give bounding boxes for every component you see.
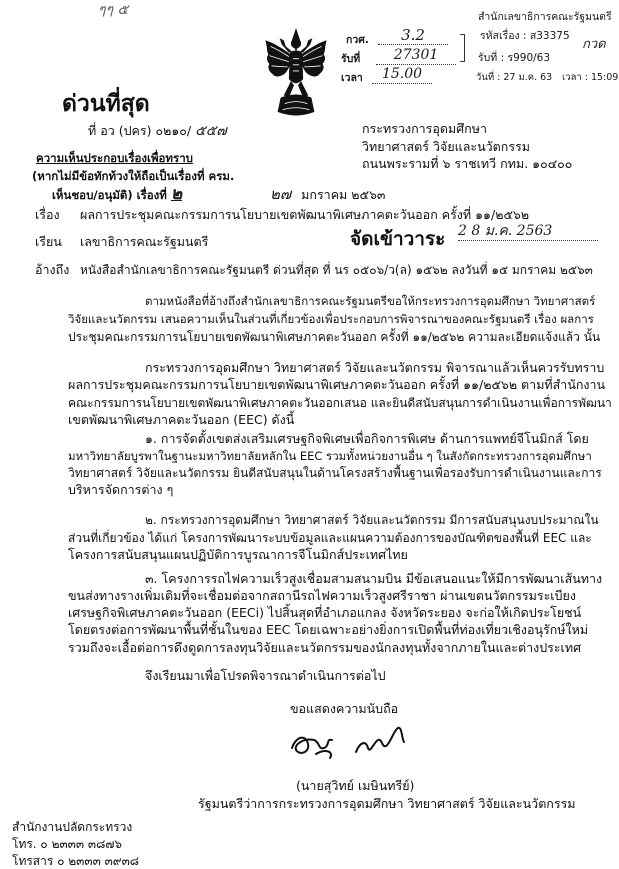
body-line: โดยตรงต่อการพัฒนาพื้นที่ชั้นในของ EEC โดยเฉพาะอย่างยิ่งการเปิดพื้นที่ท่องเที่ยวเชิงอนุรักษ์ใหม่ (68, 622, 589, 637)
opinion-note-condition: (หากไม่มีข้อทักท้วงให้ถือเป็นเรื่องที่ ครม. (32, 169, 235, 183)
sender-address-line: กระทรวงการอุดมศึกษา (362, 121, 487, 136)
stamp-agency: สำนักเลขาธิการคณะรัฐมนตรี (478, 11, 612, 23)
stamp-division-label: กวศ. (346, 34, 369, 46)
document-number-value: ๕๕๗ (195, 123, 227, 139)
salutation: ขอแสดงความนับถือ (290, 701, 399, 716)
body-line: รวมถึงจะเอื้อต่อการดึงดูดการลงทุนวิจัยและนวัตกรรมของนักลงทุนทั้งจากภายในและต่างประเทศ (68, 640, 582, 655)
stamp-division-value: 3.2 (378, 26, 448, 45)
contact-telephone: โทร. ๐ ๒๓๓๓ ๓๘๗๖ (12, 837, 123, 851)
agenda-stamp-label: จัดเข้าวาระ (350, 228, 446, 250)
garuda-emblem (264, 28, 328, 118)
stamp-received-no: รับที่ : ร990/63 (478, 52, 551, 64)
opinion-note-item (52, 186, 182, 203)
signatory-position: รัฐมนตรีว่าการกระทรวงการอุดมศึกษา วิทยาศาสตร์ วิจัยและนวัตกรรม (198, 796, 576, 811)
stamp-received-label: รับที่ (341, 53, 361, 65)
date-month-year: มกราคม ๒๕๖๓ (301, 187, 386, 202)
closing-line: จึงเรียนมาเพื่อโปรดพิจารณาดำเนินการต่อไป (145, 668, 386, 683)
reference-label: อ้างถึง (35, 262, 70, 277)
stamp-date: วันที่ : 27 ม.ค. 63 (476, 72, 553, 83)
opinion-note-title: ความเห็นประกอบเรื่องเพื่อทราบ (36, 151, 193, 165)
recipient-text: เลขาธิการคณะรัฐมนตรี (80, 234, 209, 249)
document-number (88, 123, 227, 139)
body-line: เศรษฐกิจพิเศษภาคตะวันออก (EECi) ไปสิ้นสุดที่อำเภอแกลง จังหวัดระยอง จะก่อให้เกิดประโยชน์ (68, 605, 582, 620)
stamp-bracket (460, 34, 465, 62)
body-line: ประชุมคณะกรรมการนโยบายเขตพัฒนาพิเศษภาคตะวันออก ครั้งที่ ๑๑/๒๕๖๒ ความละเอียดแจ้งแล้ว นั้น (68, 330, 601, 344)
body-line: มหาวิทยาลัยบูรพาในฐานะมหาวิทยาลัยหลักใน EEC รวมทั้งหน่วยงานอื่น ๆ ในสังกัดกระทรวงการอุดมศึกษา (68, 449, 592, 463)
body-line: วิจัยและนวัตกรรม เสนอความเห็นในส่วนที่เกี่ยวข้องเพื่อประกอบการพิจารณาของคณะรัฐมนตรี เรื่อง ผลการ (68, 312, 594, 326)
stamp-case-code: รหัสเรื่อง : ส33375 (480, 30, 570, 42)
body-line: เขตพัฒนาพิเศษภาคตะวันออก (EEC) ดังนี้ (68, 412, 295, 427)
body-line: ขนส่งทางรางเพิ่มเติมที่จะเชื่อมต่อจากสถานีรถไฟความเร็วสูงศรีราชา ผ่านเขตนวัตกรรมระเบียง (68, 588, 576, 603)
date-day: ๒๗ (270, 185, 292, 203)
body-line: วิทยาศาสตร์ วิจัยและนวัตกรรม ยินดีสนับสนุนในด้านโครงสร้างพื้นฐานเพื่อรองรับการดำเนินงานและการ (68, 466, 602, 480)
document-date (270, 186, 385, 203)
recipient-label: เรียน (35, 234, 62, 249)
body-line: ๒. กระทรวงการอุดมศึกษา วิทยาศาสตร์ วิจัยและนวัตกรรม มีการสนับสนุนงบประมาณใน (145, 513, 599, 527)
body-line: ๑. การจัดตั้งเขตส่งเสริมเศรษฐกิจพิเศษเพื่อกิจการพิเศษ ด้านการแพทย์จีโนมิกส์ โดย (145, 431, 589, 446)
body-line: คณะกรรมการนโยบายเขตพัฒนาพิเศษภาคตะวันออกเสนอ และยินดีสนับสนุนการดำเนินงานเพื่อการพัฒนา (68, 396, 612, 410)
body-line: ส่วนที่เกี่ยวข้อง ได้แก่ โครงการพัฒนาระบบข้อมูลและแผนความต้องการของบัณฑิตของพื้นที่ EEC และ (68, 531, 592, 545)
stamp-initials: กวด (582, 37, 606, 52)
corner-handwritten-mark: ๆๆ ๕ (98, 2, 129, 18)
body-line: ๓. โครงการรถไฟความเร็วสูงเชื่อมสามสนามบิน มีข้อเสนอแนะให้มีการพัฒนาเส้นทาง (145, 571, 603, 586)
sender-address-line: ถนนพระรามที่ ๖ ราชเทวี กทม. ๑๐๔๐๐ (362, 156, 573, 171)
subject-text: ผลการประชุมคณะกรรมการนโยบายเขตพัฒนาพิเศษภาคตะวันออก ครั้งที่ ๑๑/๒๕๖๒ (80, 207, 530, 222)
body-line: ตามหนังสือที่อ้างถึงสำนักเลขาธิการคณะรัฐมนตรีขอให้กระทรวงการอุดมศึกษา วิทยาศาสตร์ (145, 294, 596, 308)
reference-text: หนังสือสำนักเลขาธิการคณะรัฐมนตรี ด่วนที่สุด ที่ นร ๐๕๐๖/ว(ล) ๑๕๖๒ ลงวันที่ ๑๕ มกราคม ๒๕๖๓ (80, 263, 593, 277)
sender-address-line: วิทยาศาสตร์ วิจัยและนวัตกรรม (362, 139, 531, 154)
agenda-stamp-date: 2 8 ม.ค. 2563 (458, 222, 598, 241)
contact-fax: โทรสาร ๐ ๒๓๓๓ ๓๙๓๘ (12, 854, 140, 868)
body-line: บริหารจัดการต่าง ๆ (68, 482, 174, 497)
stamp-time-value: 15.00 (372, 65, 432, 84)
signatory-name: (นายสุวิทย์ เมษินทรีย์) (296, 778, 415, 793)
stamp-time: เวลา : 15:09 (562, 72, 619, 83)
stamp-received-value: 27301 (376, 46, 456, 65)
document-number-prefix: ที่ อว (ปคร) ๐๒๑๐/ (88, 123, 192, 138)
opinion-note-item-number: ๒ (170, 184, 183, 204)
opinion-note-item-label: เห็นชอบ/อนุมัติ) เรื่องที่ (52, 188, 167, 202)
subject-label: เรื่อง (35, 207, 60, 222)
body-line: โครงการสนับสนุนแผนปฏิบัติการบูรณาการจีโนมิกส์ประเทศไทย (68, 547, 408, 562)
signature-image (286, 718, 416, 768)
body-line: ผลการประชุมคณะกรรมการนโยบายเขตพัฒนาพิเศษภาคตะวันออก ครั้งที่ ๑๑/๒๕๖๒ ตามที่สำนักงาน (68, 377, 606, 392)
contact-office: สำนักงานปลัดกระทรวง (12, 820, 133, 834)
body-line: กระทรวงการอุดมศึกษา วิทยาศาสตร์ วิจัยและนวัตกรรม พิจารณาแล้วเห็นควรรับทราบ (145, 360, 605, 375)
stamp-time-label: เวลา (341, 72, 363, 84)
urgency-label: ด่วนที่สุด (62, 91, 150, 117)
